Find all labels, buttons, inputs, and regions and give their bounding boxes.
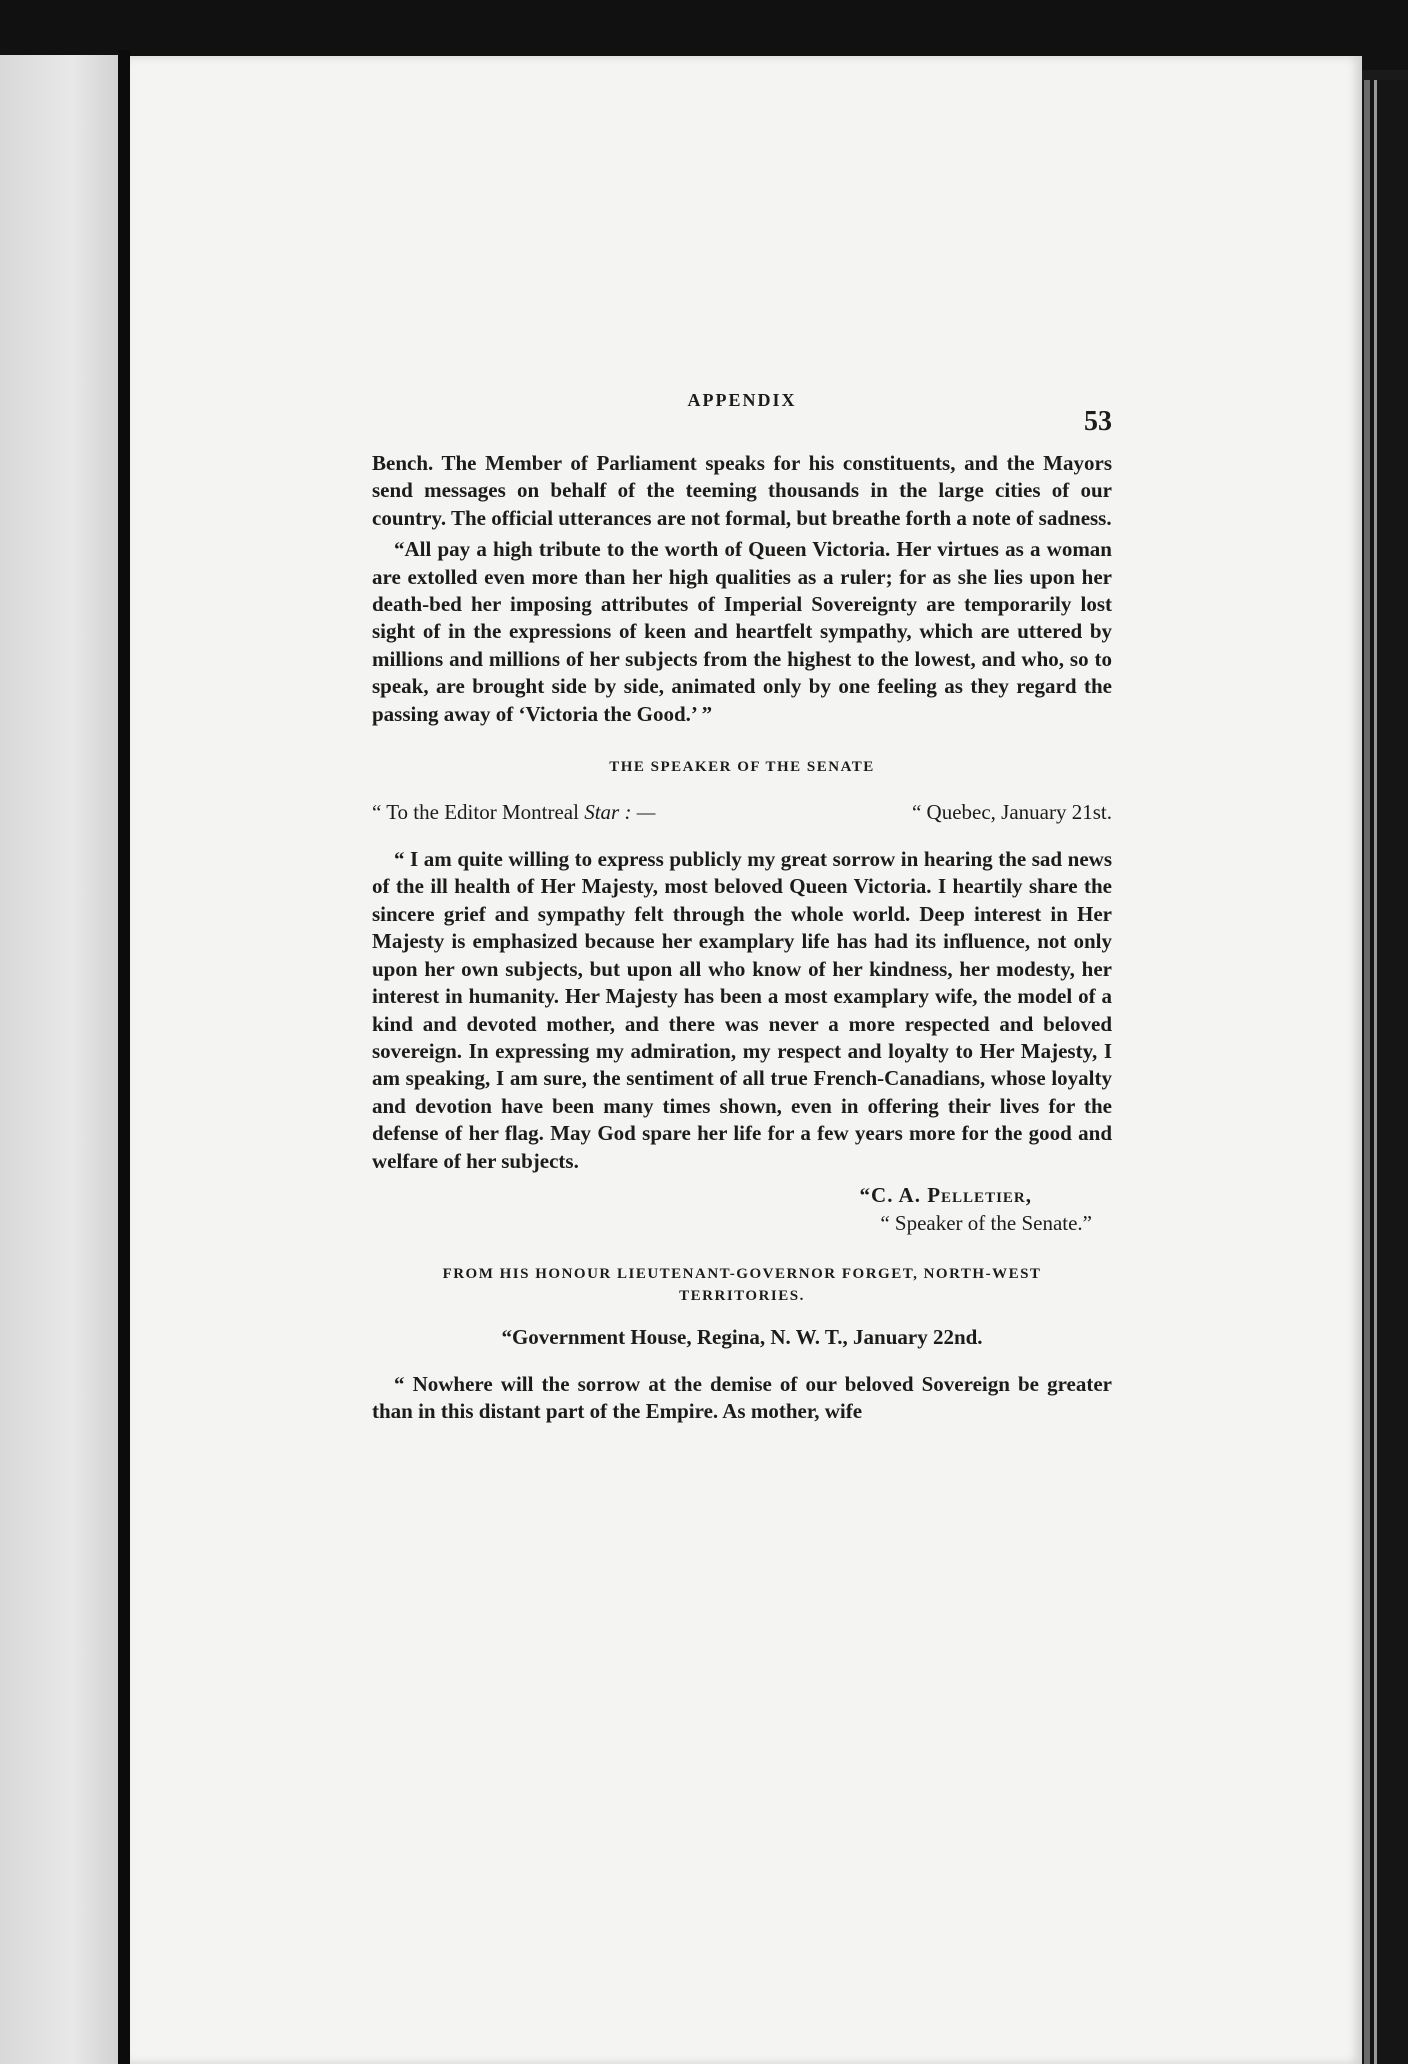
dateline-regina: “Government House, Regina, N. W. T., January 22nd.	[501, 1324, 983, 1349]
heading-line-2: TERRITORIES.	[679, 1287, 805, 1304]
section-heading-speaker: THE SPEAKER OF THE SENATE	[609, 759, 875, 776]
page-text-block	[372, 390, 1112, 1426]
salutation	[372, 798, 655, 826]
signature-name: “C. A. Pelletier,	[859, 1182, 1032, 1207]
letter-body-governor: “ Nowhere will the sorrow at the demise of our beloved Sovereign be greater than in this distant part of the Empire. As mother, wife	[372, 1371, 1112, 1424]
paragraph-continuation: Bench. The Member of Parliament speaks for his constituents, and the Mayors send messages on behalf of the teeming thousands in the large cities of our country. The official utterances are not formal, but breathe forth a note of sadness.	[372, 451, 1112, 530]
book-gutter	[118, 50, 130, 2064]
facing-page-edge	[0, 55, 122, 2064]
letter-salutation-row	[372, 798, 1112, 826]
running-title: APPENDIX	[687, 390, 797, 410]
page-stack-edge	[1362, 80, 1408, 2064]
page-number: 53	[1084, 406, 1112, 437]
section-heading-governor	[372, 1263, 1112, 1307]
salutation-newspaper: Star : —	[584, 800, 656, 825]
heading-line-1: FROM HIS HONOUR LIEUTENANT-GOVERNOR FORGET, NORTH-WEST	[442, 1265, 1042, 1282]
dateline-quebec: “ Quebec, January 21st.	[911, 800, 1112, 825]
salutation-prefix: “ To the Editor Montreal	[372, 800, 585, 825]
running-head	[372, 390, 1112, 450]
letter-body-speaker: “ I am quite willing to express publicly my great sorrow in hearing the sad news of the ill health of Her Majesty, most beloved Queen Victoria. I heartily share the sincere grief and sympathy felt through the whole world. Deep interest in Her Majesty is emphasized because her examplary life has had its influence, not only upon her own subjects, but upon all who know of her kindness, her modesty, her interest in humanity. Her Majesty has been a most examplary wife, the model of a kind and devoted mother, and there was never a more respected and beloved sovereign. In expressing my admiration, my respect and loyalty to Her Majesty, I am speaking, I am sure, the sentiment of all true French-Canadians, whose loyalty and devotion have been many times shown, even in offering their lives for the defense of her flag. May God spare her life for a few years more for the good and welfare of her subjects.	[372, 847, 1112, 1173]
signature-title: “ Speaker of the Senate.”	[880, 1210, 1092, 1235]
paragraph-tribute: “All pay a high tribute to the worth of Queen Victoria. Her virtues as a woman are extolled even more than her high qualities as a ruler; for as she lies upon her death-bed her imposing attributes of Imperial Sovereignty are temporarily lost sight of in the expressions of keen and heartfelt sympathy, which are uttered by millions and millions of her subjects from the highest to the lowest, and who, so to speak, are brought side by side, animated only by one feeling as they regard the passing away of ‘Victoria the Good.’ ”	[372, 537, 1112, 726]
